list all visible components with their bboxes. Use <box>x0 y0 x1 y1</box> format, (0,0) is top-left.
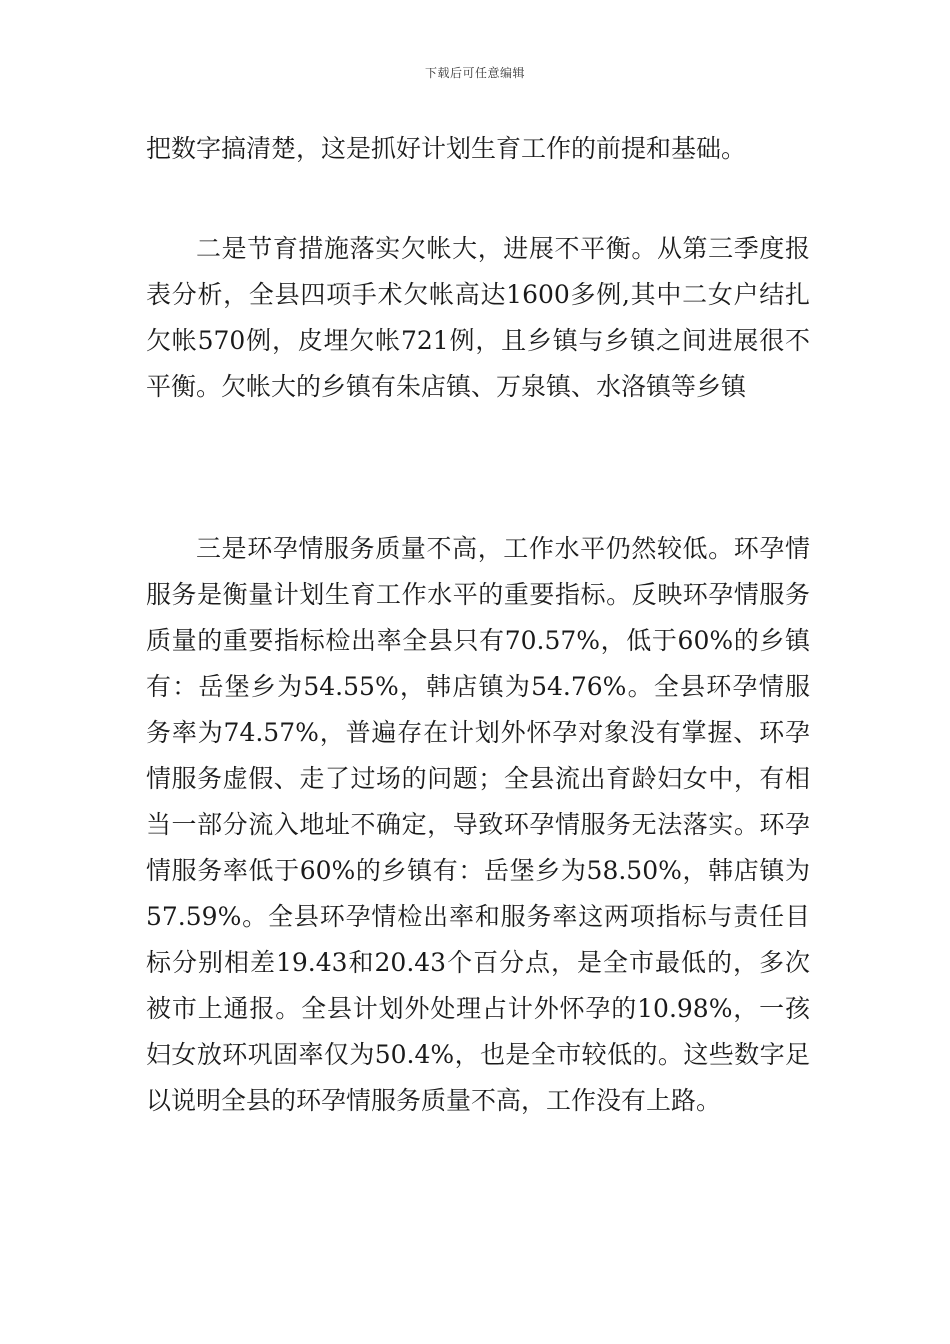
paragraph-1: 把数字搞清楚，这是抓好计划生育工作的前提和基础。 <box>146 134 747 163</box>
page-header: 下载后可任意编辑 <box>424 66 525 80</box>
paragraph-2: 二是节育措施落实欠帐大，进展不平衡。从第三季度报表分析，全县四项手术欠帐高达1600多例,其中二女户结扎欠帐570例，皮埋欠帐721例，且乡镇与乡镇之间进展很不平衡。欠帐大的乡镇有朱店镇、万泉镇、水洛镇等乡镇 <box>146 234 810 401</box>
paragraph-3: 三是环孕情服务质量不高，工作水平仍然较低。环孕情服务是衡量计划生育工作水平的重要指标。反映环孕情服务质量的重要指标检出率全县只有70.57%，低于60%的乡镇有：岳堡乡为54.55%，韩店镇为54.76%。全县环孕情服务率为74.57%，普遍存在计划外怀孕对象没有掌握、环孕情服务虚假、走了过场的问题；全县流出育龄妇女中，有相当一部分流入地址不确定，导致环孕情服务无法落实。环孕情服务率低于60%的乡镇有：岳堡乡为58.50%，韩店镇为57.59%。全县环孕情检出率和服务率这两项指标与责任目标分别相差19.43和20.43个百分点，是全市最低的，多次被市上通报。全县计划外处理占计外怀孕的10.98%，一孩妇女放环巩固率仅为50.4%，也是全市较低的。这些数字足以说明全县的环孕情服务质量不高，工作没有上路。 <box>146 534 810 1115</box>
